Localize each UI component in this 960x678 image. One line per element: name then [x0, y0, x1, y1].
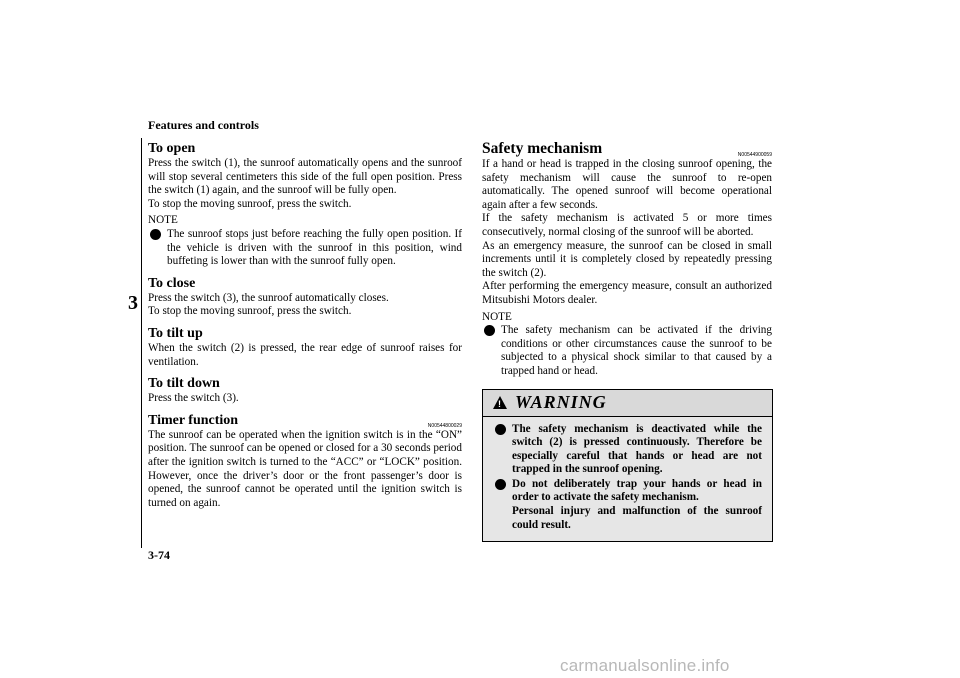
heading-tilt-down: To tilt down: [148, 376, 220, 392]
timer-text: The sunroof can be operated when the ignition switch is in the “ON” position. The sunroof can be opened or closed for a 30 seconds period after the ignition switch is turned to the “ACC” or “LOCK” position. However, once the driver’s door or the front passenger’s door is opened, the sunroof cannot be operated until the ignition switch is turned on again.: [148, 428, 462, 509]
heading-safety: Safety mechanism: [482, 140, 603, 157]
safety-heading-row: [482, 140, 772, 158]
note-text: The safety mechanism can be activated if the driving conditions or other circumstances cause the sunroof to be subjected to a physical shock similar to that caused by a trapped hand or head.: [501, 324, 772, 377]
warning-header: [483, 390, 772, 417]
note-label: NOTE: [482, 310, 512, 323]
chapter-divider: [141, 138, 142, 548]
timer-heading-row: [148, 412, 462, 429]
tilt-down-text: Press the switch (3).: [148, 392, 239, 405]
warning-title: WARNING: [515, 391, 607, 412]
warning-body: [483, 417, 772, 542]
safety-paragraph-1: If a hand or head is trapped in the closing sunroof opening, the safety mechanism will cause the sunroof to re-open automatically. The opened sunroof will become operational again after a few seconds.: [482, 158, 772, 211]
chapter-number: 3: [128, 292, 138, 314]
to-close-text: Press the switch (3), the sunroof automatically closes.: [148, 291, 389, 304]
warning-text-1: The safety mechanism is deactivated while the switch (2) is pressed continuously. Therefore be especially careful that hands or head are not trapped in the sunroof opening.: [512, 422, 762, 476]
bullet-icon: [150, 229, 161, 240]
to-open-text-2: To stop the moving sunroof, press the switch.: [148, 197, 352, 210]
warning-text-group: [512, 478, 762, 532]
heading-tilt-up: To tilt up: [148, 325, 203, 341]
bullet-icon: [484, 325, 495, 336]
warning-text-3: Personal injury and malfunction of the sunroof could result.: [512, 505, 762, 531]
to-open-text: Press the switch (1), the sunroof automatically opens and the sunroof will stop several centimeters this side of the full open position. Press the switch (1) again, and the sunroof will be fully open.: [148, 157, 462, 197]
heading-to-close: To close: [148, 275, 196, 291]
warning-text-2: Do not deliberately trap your hands or head in order to activate the safety mechanism.: [512, 477, 762, 504]
safety-code: N00544900059: [737, 152, 772, 158]
warning-bullet: [493, 478, 762, 532]
safety-paragraph-2: If the safety mechanism is activated 5 or more times consecutively, normal closing of the sunroof will be aborted.: [482, 212, 772, 238]
warning-box: [482, 389, 773, 543]
page-header: Features and controls: [148, 118, 259, 132]
note-label: NOTE: [148, 214, 178, 227]
bullet-icon: [495, 424, 506, 435]
warning-bullet: [493, 423, 762, 477]
warning-triangle-icon: [493, 396, 507, 409]
watermark: carmanualsonline.info: [560, 656, 730, 675]
note-text: The sunroof stops just before reaching the fully open position. If the vehicle is driven with the sunroof in this position, wind buffeting is lower than with the sunroof fully open.: [167, 227, 462, 268]
safety-paragraph-3: As an emergency measure, the sunroof can be closed in small increments until it is completely closed by repeatedly pressing the switch (2).: [482, 239, 772, 279]
heading-timer: Timer function: [148, 412, 239, 428]
note-bullet: [482, 324, 772, 378]
bullet-icon: [495, 479, 506, 490]
to-close-text-2: To stop the moving sunroof, press the switch.: [148, 305, 352, 318]
heading-to-open: To open: [148, 141, 196, 156]
timer-code: N00544800029: [427, 422, 462, 429]
tilt-up-text: When the switch (2) is pressed, the rear edge of sunroof raises for ventilation.: [148, 341, 462, 368]
safety-paragraph-4: After performing the emergency measure, consult an authorized Mitsubishi Motors dealer.: [482, 280, 772, 306]
right-column: [482, 140, 772, 542]
page-number: 3-74: [148, 548, 170, 562]
note-bullet: [148, 228, 462, 269]
left-column: [148, 140, 462, 510]
